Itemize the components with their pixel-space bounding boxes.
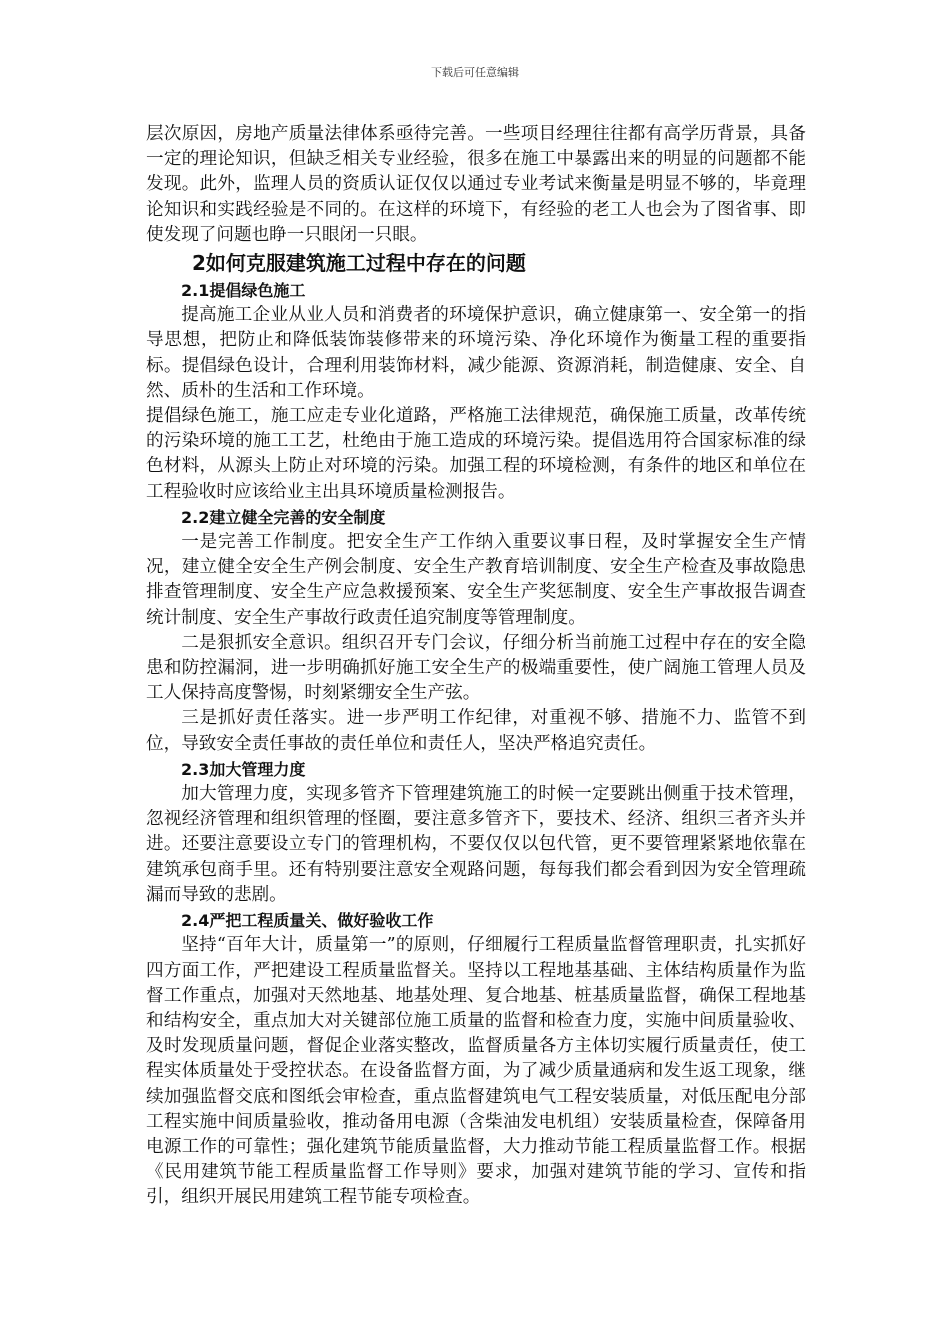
subsection-heading-2-2: 2.2建立健全完善的安全制度: [181, 507, 386, 527]
paragraph-intro: 层次原因，房地产质量法律体系亟待完善。一些项目经理往往都有高学历背景，具备一定的理论知识，但缺乏相关专业经验，很多在施工中暴露出来的明显的问题都不能发现。此外，监理人员的资质认证仅仅以通过专业考试来衡量是明显不够的，毕竟理论知识和实践经验是不同的。在这样的环境下，有经验的老工人也会为了图省事、即使发现了问题也睁一只眼闭一只眼。: [146, 124, 806, 245]
paragraph: 提高施工企业从业人员和消费者的环境保护意识，确立健康第一、安全第一的指导思想，把防止和降低装饰装修带来的环境污染、净化环境作为衡量工程的重要指标。提倡绿色设计，合理利用装饰材料，减少能源、资源消耗，制造健康、安全、自然、质朴的生活和工作环境。: [146, 305, 806, 401]
document-body: [146, 122, 806, 1211]
paragraph: 三是抓好责任落实。进一步严明工作纪律，对重视不够、措施不力、监管不到位，导致安全责任事故的责任单位和责任人，坚决严格追究责任。: [146, 708, 806, 754]
paragraph: 坚持“百年大计，质量第一”的原则，仔细履行工程质量监督管理职责，扎实抓好四方面工作，严把建设工程质量监督关。坚持以工程地基基础、主体结构质量作为监督工作重点，加强对天然地基、地基处理、复合地基、桩基质量监督，确保工程地基和结构安全，重点加大对关键部位施工质量的监督和检查力度，实施中间质量验收、及时发现质量问题，督促企业落实整改，监督质量各方主体切实履行质量责任，使工程实体质量处于受控状态。在设备监督方面，为了减少质量通病和发生返工现象，继续加强监督交底和图纸会审检查，重点监督建筑电气工程安装质量，对低压配电分部工程实施中间质量验收，推动备用电源（含柴油发电机组）安装质量检查，保障备用电源工作的可靠性；强化建筑节能质量监督，大力推动节能工程质量监督工作。根据《民用建筑节能工程质量监督工作导则》要求，加强对建筑节能的学习、宣传和指引，组织开展民用建筑工程节能专项检查。: [146, 935, 806, 1208]
paragraph: 加大管理力度，实现多管齐下管理建筑施工的时候一定要跳出侧重于技术管理，忽视经济管理和组织管理的怪圈，要注意多管齐下，要技术、经济、组织三者齐头并进。还要注意要设立专门的管理机构，不要仅仅以包代管，更不要管理紧紧地依靠在建筑承包商手里。还有特别要注意安全观路问题，每每我们都会看到因为安全管理疏漏而导致的悲剧。: [146, 784, 806, 905]
subsection-heading-2-3: 2.3加大管理力度: [181, 759, 306, 779]
subsection-heading-2-4: 2.4严把工程质量关、做好验收工作: [181, 911, 434, 931]
section-heading: 2如何克服建筑施工过程中存在的问题: [192, 251, 526, 276]
paragraph: 二是狠抓安全意识。组织召开专门会议，仔细分析当前施工过程中存在的安全隐患和防控漏洞，进一步明确抓好施工安全生产的极端重要性，使广阔施工管理人员及工人保持高度警惕，时刻紧绷安全生产弦。: [146, 632, 806, 704]
page-header: 下载后可任意编辑: [431, 66, 519, 79]
subsection-heading-2-1: 2.1提倡绿色施工: [181, 281, 306, 301]
paragraph: 提倡绿色施工，施工应走专业化道路，严格施工法律规范，确保施工质量，改革传统的污染环境的施工工艺，杜绝由于施工造成的环境污染。提倡选用符合国家标准的绿色材料，从源头上防止对环境的污染。加强工程的环境检测，有条件的地区和单位在工程验收时应该给业主出具环境质量检测报告。: [146, 406, 806, 502]
paragraph: 一是完善工作制度。把安全生产工作纳入重要议事日程，及时掌握安全生产情况，建立健全安全生产例会制度、安全生产教育培训制度、安全生产检查及事故隐患排查管理制度、安全生产应急救援预案、安全生产奖惩制度、安全生产事故报告调查统计制度、安全生产事故行政责任追究制度等管理制度。: [146, 532, 806, 628]
